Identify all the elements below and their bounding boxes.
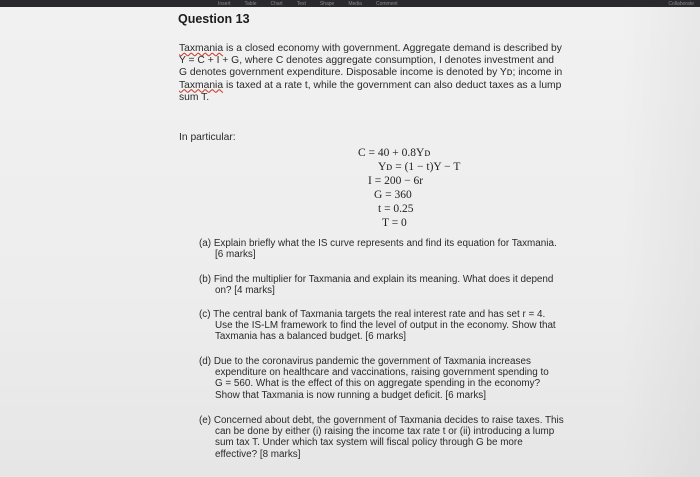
intro-line: Taxmania is taxed at a rate t, while the government can also deduct taxes as a lump [179,79,562,91]
country-name: Taxmania [179,79,224,91]
part-a: (a) Explain briefly what the IS curve represents and find its equation for Taxmania. [6 marks] [199,238,557,261]
intro-line: G denotes government expenditure. Disposable income is denoted by Yᴅ; income in [179,67,563,79]
equation-block [340,146,490,230]
toolbar-table[interactable]: Table [244,1,257,7]
equation-government: G = 360 [374,189,412,201]
intro-paragraph [179,43,589,104]
question-title: Question 13 [178,12,250,26]
intro-line: sum T. [179,91,210,103]
part-d: (d) Due to the coronavirus pandemic the government of Taxmania increases expenditure on healthcare and vaccinations, raising government spending to G = 560. What is the effect of this on aggregate spending in the economy? Show that Taxmania is now running a budget deficit. [6 marks] [199,356,549,401]
equation-tax-rate: t = 0.25 [378,203,414,215]
intro-line: Y = C + I + G, where C denotes aggregate consumption, I denotes investment and [179,55,555,67]
toolbar-comment[interactable]: Comment [375,1,398,7]
toolbar-shape[interactable]: Shape [319,1,335,7]
equation-consumption: C = 40 + 0.8Yᴅ [358,147,431,159]
equation-disposable-income: Yᴅ = (1 − t)Y − T [378,161,461,173]
part-b: (b) Find the multiplier for Taxmania and explain its meaning. What does it depend on? [4 marks] [199,274,554,297]
equation-investment: I = 200 − 6r [368,175,424,187]
part-e: (e) Concerned about debt, the government of Taxmania decides to raise taxes. This can be done by either (i) raising the income tax rate t or (ii) introducing a lump sum tax T. Under which tax system will fiscal policy through G be more effective? [8 marks] [199,415,564,460]
toolbar-chart[interactable]: Chart [270,1,283,7]
intro-line: Taxmania is a closed economy with government. Aggregate demand is described by [179,43,562,54]
equation-lump-sum: T = 0 [382,217,407,229]
country-name: Taxmania [179,43,224,54]
part-c: (c) The central bank of Taxmania targets the real interest rate and has set r = 4. Use the IS-LM framework to find the level of output in the economy. Show that Taxmania has a balanced budget. [6 marks] [199,309,556,343]
document-page [0,7,700,477]
toolbar-media[interactable]: Media [348,1,362,7]
toolbar-collaborate[interactable]: Collaborate [668,1,694,7]
in-particular-label: In particular: [179,132,236,143]
toolbar-text[interactable]: Text [296,1,306,7]
toolbar-insert[interactable]: Insert [218,1,231,7]
